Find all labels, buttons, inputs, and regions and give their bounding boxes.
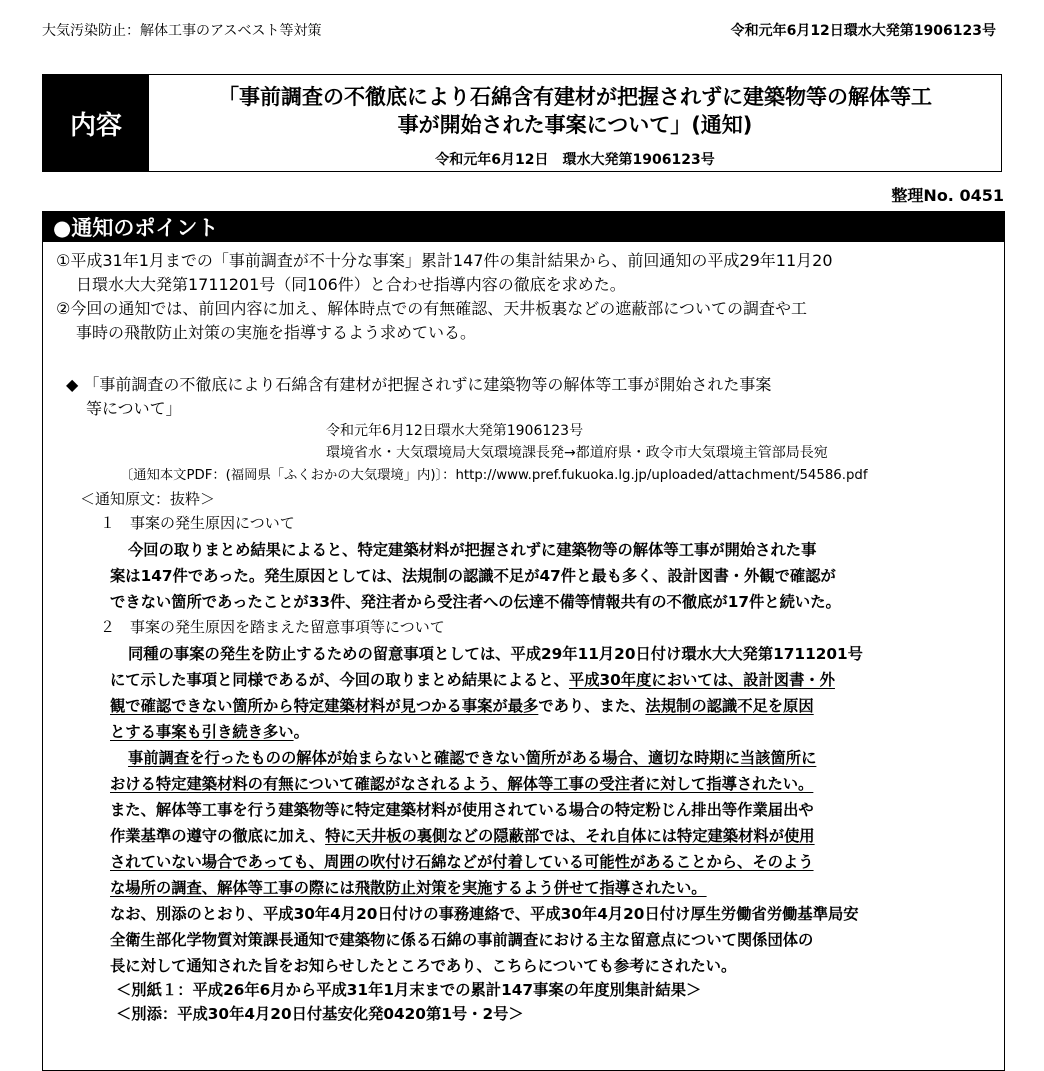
section-2-line-1: 同種の事案の発生を防止するための留意事項としては、平成29年11月20日付け環水大大発第1711201号 [128,645,863,663]
excerpt-heading: ＜通知原文：抜粋＞ [80,490,216,508]
point-2-line-1: ②今回の通知では、前回内容に加え、解体時点での有無確認、天井板裏などの遮蔽部についての調査や工 [56,299,807,318]
section-1-line-1: 今回の取りまとめ結果によると、特定建築材料が把握されずに建築物等の解体等工事が開始された事 [128,541,817,559]
diamond-bullet-icon: ◆ [66,375,79,394]
section-1-line-2: 案は147件であった。発生原因としては、法規制の認識不足が47件と最も多く、設計図書・外観で確認が [110,567,836,585]
pdf-link[interactable]: 〔通知本文PDF：(福岡県「ふくおかの大気環境」内)〕：http://www.pref.fukuoka.lg.jp/uploaded/attachment/54586.pdf [120,468,868,483]
notice-title-line-1: ◆ 「事前調査の不徹底により石綿含有建材が把握されずに建築物等の解体等工事が開始された事案 [66,375,772,394]
title-box [42,74,1002,172]
points-heading: ●通知のポイント [43,212,1004,242]
header-document-number: 令和元年6月12日環水大発第1906123号 [730,23,996,39]
section-2-line-8: 作業基準の遵守の徹底に加え、特に天井板の裏側などの隠蔽部では、それ自体には特定建築材料が使用 [110,827,815,845]
title-line-2: 事が開始された事案について」(通知) [397,113,753,137]
section-1-line-3: できない箇所であったことが33件、発注者から受注者への伝達不備等情報共有の不徹底が17件と続いた。 [110,593,841,611]
title-line-1: 「事前調査の不徹底により石綿含有建材が把握されずに建築物等の解体等工 [218,85,932,109]
section-1-heading: １ 事案の発生原因について [100,514,295,532]
section-2-line-5: 事前調査を行ったものの解体が始まらないと確認できない箇所がある場合、適切な時期に当該箇所に [128,749,817,767]
point-1-line-1: ①平成31年1月までの「事前調査が不十分な事案」累計147件の集計結果から、前回通知の平成29年11月20 [56,251,833,270]
section-2-line-6: おける特定建築材料の有無について確認がなされるよう、解体等工事の受注者に対して指導されたい。 [110,775,814,793]
section-2-line-12: 全衛生部化学物質対策課長通知で建築物に係る石綿の事前調査における主な留意点について関係団体の [110,931,814,949]
title-subtitle: 令和元年6月12日 環水大発第1906123号 [435,152,715,168]
reference-number: 整理No. 0451 [891,186,1004,205]
section-2-line-9: されていない場合であっても、周囲の吹付け石綿などが付着している可能性があることから、そのよう [110,853,814,871]
notice-reference-1: 令和元年6月12日環水大発第1906123号 [326,423,584,439]
title-label: 内容 [43,75,149,171]
attachment-2: ＜別添：平成30年4月20日付基安化発0420第1号・2号＞ [116,1005,524,1023]
section-2-line-7: また、解体等工事を行う建築物等に特定建築材料が使用されている場合の特定粉じん排出等作業届出や [110,801,814,819]
notice-reference-2: 環境省水・大気環境局大気環境課長発→都道府県・政令市大気環境主管部局長宛 [326,445,828,461]
section-2-line-11: なお、別添のとおり、平成30年4月20日付けの事務連絡で、平成30年4月20日付け厚生労働省労働基準局安 [110,905,859,923]
point-2-line-2: 事時の飛散防止対策の実施を指導するよう求めている。 [76,323,477,342]
section-2-line-2: にて示した事項と同様であるが、今回の取りまとめ結果によると、平成30年度においては、設計図書・外 [110,671,835,689]
header-category: 大気汚染防止：解体工事のアスベスト等対策 [42,23,322,39]
section-2-line-13: 長に対して通知された旨をお知らせしたところであり、こちらについても参考にされたい。 [110,957,737,975]
section-2-line-3: 観で確認できない箇所から特定建築材料が見つかる事案が最多であり、また、法規制の認識不足を原因 [110,697,814,715]
section-2-line-4: とする事案も引き続き多い。 [110,723,309,741]
section-2-heading: ２ 事案の発生原因を踏まえた留意事項等について [100,618,445,636]
title-content [149,75,1001,171]
point-1-line-2: 日環水大大発第1711201号（同106件）と合わせ指導内容の徹底を求めた。 [76,275,626,294]
section-2-line-10: な場所の調査、解体等工事の際には飛散防止対策を実施するよう併せて指導されたい。 [110,879,707,897]
notice-title-line-2: 等について」 [86,399,182,418]
attachment-1: ＜別紙１：平成26年6月から平成31年1月末までの累計147事案の年度別集計結果＞ [116,981,702,999]
